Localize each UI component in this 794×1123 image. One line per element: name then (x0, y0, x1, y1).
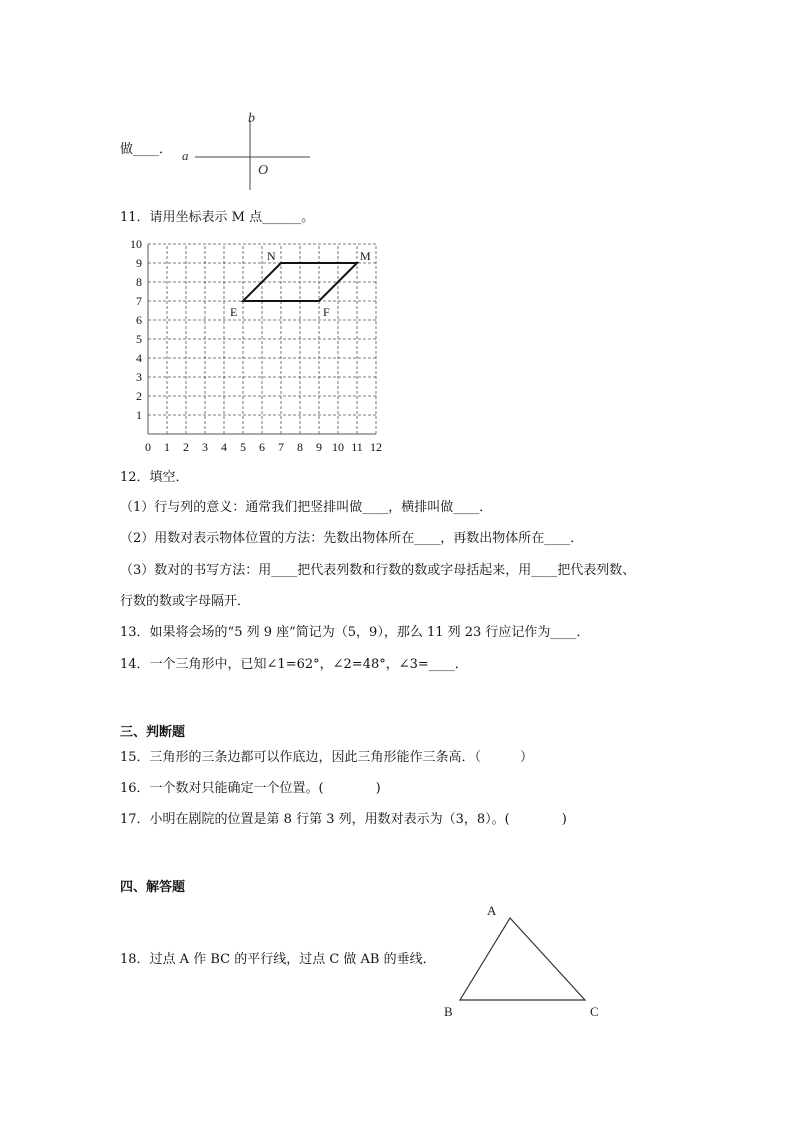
x-tick-label: 7 (278, 440, 284, 454)
y-tick-label: 8 (136, 275, 142, 289)
q14-text: 14．一个三角形中，已知∠1=62°，∠2=48°，∠3=____． (120, 657, 468, 672)
point-label-e: E (230, 305, 238, 319)
y-tick-label: 1 (136, 408, 142, 422)
x-tick-label: 3 (202, 440, 208, 454)
y-tick-label: 2 (136, 389, 142, 403)
y-tick-label: 10 (130, 237, 142, 251)
vertex-b-label: B (444, 1004, 453, 1019)
label-a: a (182, 148, 189, 163)
q12-line3: （3）数对的书写方法：用____把代表列数和行数的数或字母括起来，用____把代表列数、 (120, 563, 636, 578)
q12-line1: （1）行与列的意义：通常我们把竖排叫做____，横排叫做____． (120, 500, 493, 515)
x-tick-label: 12 (370, 440, 382, 454)
q17-text: 17．小明在剧院的位置是第 8 行第 3 列，用数对表示为（3，8）。( ) (120, 812, 567, 827)
point-label-f: F (323, 305, 330, 319)
label-o: O (258, 163, 269, 178)
q13-text: 13．如果将会场的“5 列 9 座”简记为（5，9），那么 11 列 23 行应记作为____． (120, 625, 590, 640)
x-tick-label: 10 (332, 440, 344, 454)
x-tick-label: 11 (351, 440, 363, 454)
y-tick-label: 5 (136, 332, 142, 346)
q10-tail-text: 做____． (120, 142, 173, 157)
q11-text: 11．请用坐标表示 M 点______。 (120, 210, 315, 225)
x-tick-label: 8 (297, 440, 303, 454)
coordinate-grid (120, 235, 390, 460)
point-label-m: M (360, 249, 371, 263)
vertex-c-label: C (590, 1004, 599, 1019)
triangle-abc (440, 898, 610, 1023)
y-tick-label: 3 (136, 370, 142, 384)
x-tick-label: 9 (316, 440, 322, 454)
q15-text: 15．三角形的三条边都可以作底边，因此三角形能作三条高．（ ） (120, 750, 534, 765)
x-tick-label: 1 (164, 440, 170, 454)
x-tick-label: 4 (221, 440, 227, 454)
q16-text: 16．一个数对只能确定一个位置。( ) (120, 781, 381, 796)
x-tick-label: 2 (183, 440, 189, 454)
vertex-a-label: A (487, 903, 497, 918)
q18-text: 18．过点 A 作 BC 的平行线，过点 C 做 AB 的垂线． (120, 952, 436, 967)
section-answer-title: 四、解答题 (120, 880, 186, 895)
q12-line2: （2）用数对表示物体位置的方法：先数出物体所在____，再数出物体所在____． (120, 531, 584, 546)
triangle-shape (460, 918, 585, 1000)
q12-line4: 行数的数或字母隔开． (120, 594, 251, 609)
x-tick-label: 6 (259, 440, 265, 454)
section-judge-title: 三、判断题 (120, 725, 186, 740)
x-tick-label: 5 (240, 440, 246, 454)
q10-figure (170, 100, 320, 195)
y-tick-label: 6 (136, 313, 142, 327)
y-tick-label: 4 (136, 351, 142, 365)
y-tick-label: 9 (136, 256, 142, 270)
q12-title: 12．填空． (120, 470, 189, 485)
x-tick-label: 0 (145, 440, 151, 454)
label-b: b (248, 111, 255, 126)
point-label-n: N (267, 249, 276, 263)
y-tick-label: 7 (136, 294, 142, 308)
